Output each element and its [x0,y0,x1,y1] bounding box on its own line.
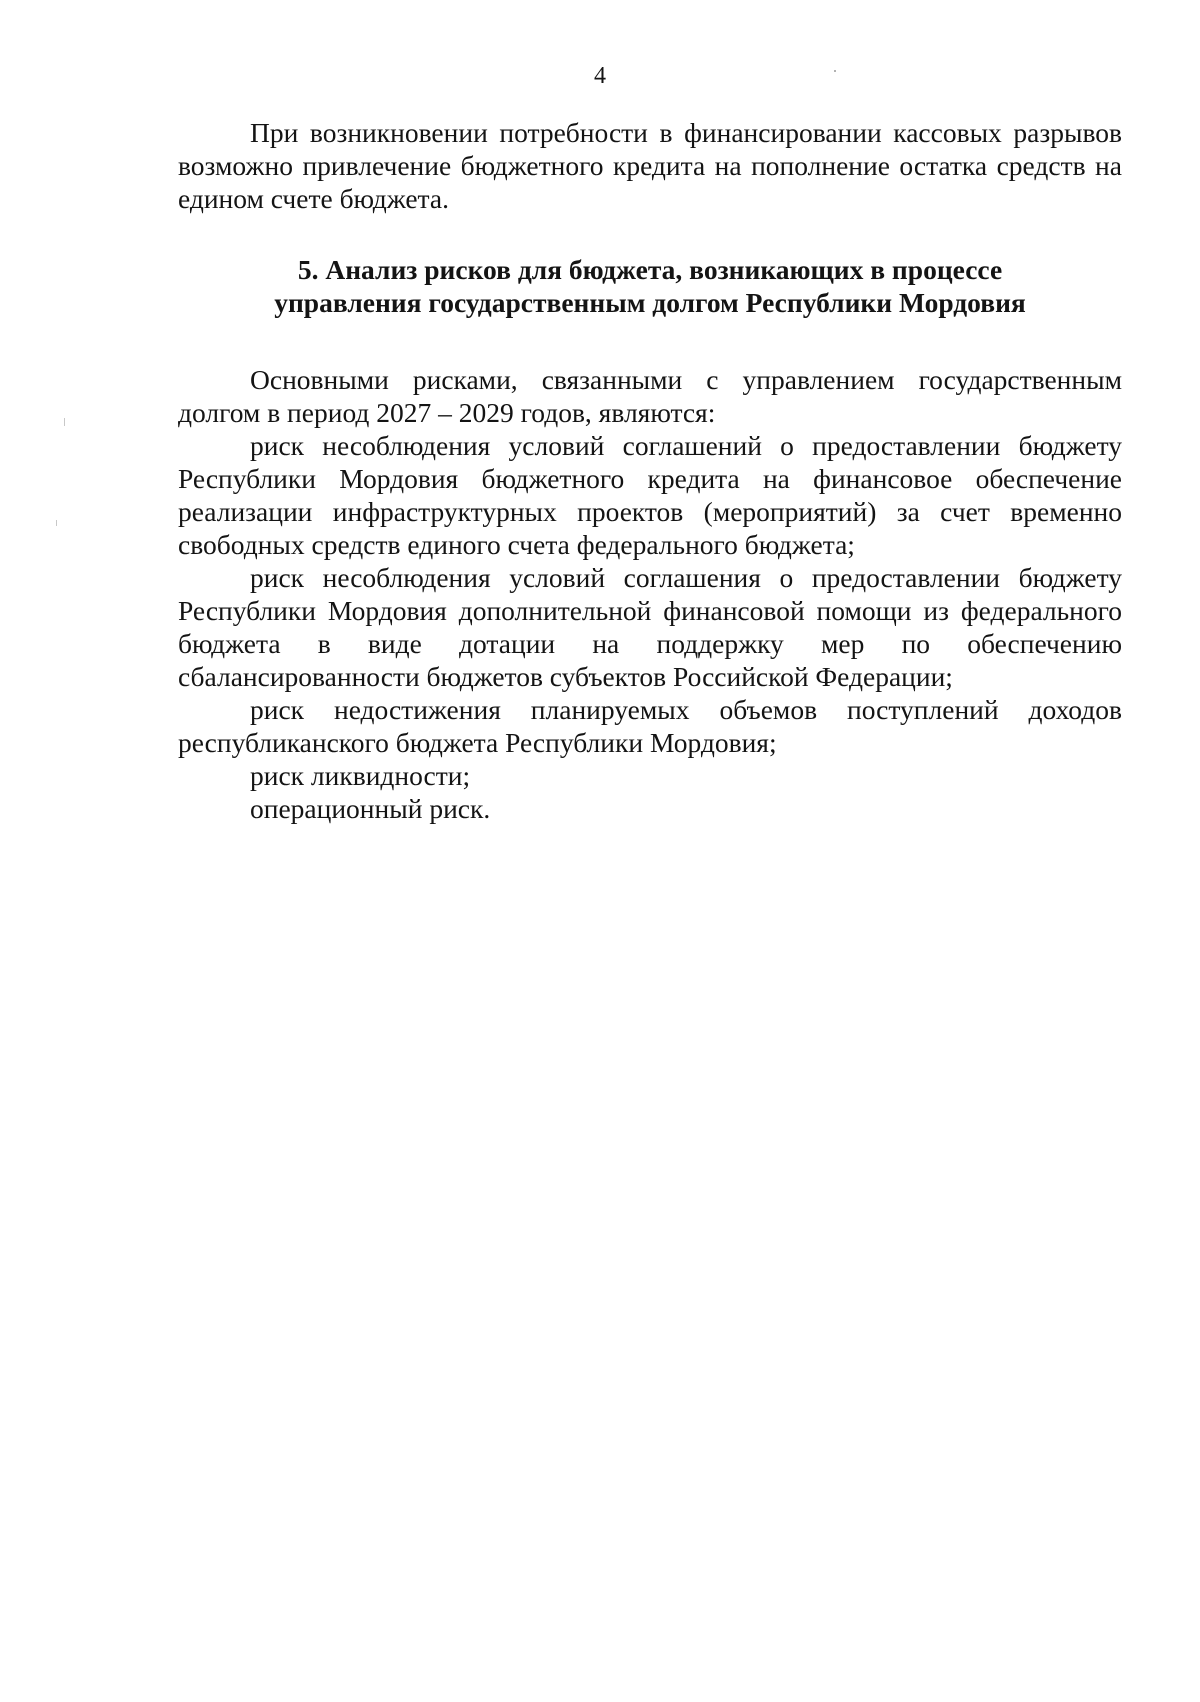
risk-item-liquidity: риск ликвидности; [250,760,471,791]
section-heading-line-1: 5. Анализ рисков для бюджета, возникающих в процессе [297,254,1003,285]
document-body [178,116,1122,825]
scan-margin-mark [56,520,57,526]
section-heading [178,253,1122,319]
section-heading-line-2: управления государственным долгом Республики Мордовия [274,287,1026,318]
intro-paragraph: При возникновении потребности в финансировании кассовых разрывов возможно привлечение бюджетного кредита на пополнение остатка средств на едином счете бюджета. [178,117,1122,214]
page-number: 4 [594,63,606,89]
risk-item-revenue-shortfall: риск недостижения планируемых объемов поступлений доходов республиканского бюджета Республики Мордовия; [178,694,1122,758]
risk-item-operational: операционный риск. [250,793,491,824]
scan-speck [834,70,836,72]
section-lead-paragraph: Основными рисками, связанными с управлением государственным долгом в период 2027 – 2029 годов, являются: [178,364,1122,428]
scan-margin-mark [64,418,65,426]
risk-item-budget-credit: риск несоблюдения условий соглашений о предоставлении бюджету Республики Мордовия бюджетного кредита на финансовое обеспечение реализации инфраструктурных проектов (мероприятий) за счет временно свободных средств единого счета федерального бюджета; [178,430,1122,560]
risk-item-financial-aid: риск несоблюдения условий соглашения о предоставлении бюджету Республики Мордовия дополнительной финансовой помощи из федерального бюджета в виде дотации на поддержку мер по обеспечению сбалансированности бюджетов субъектов Российской Федерации; [178,562,1122,692]
